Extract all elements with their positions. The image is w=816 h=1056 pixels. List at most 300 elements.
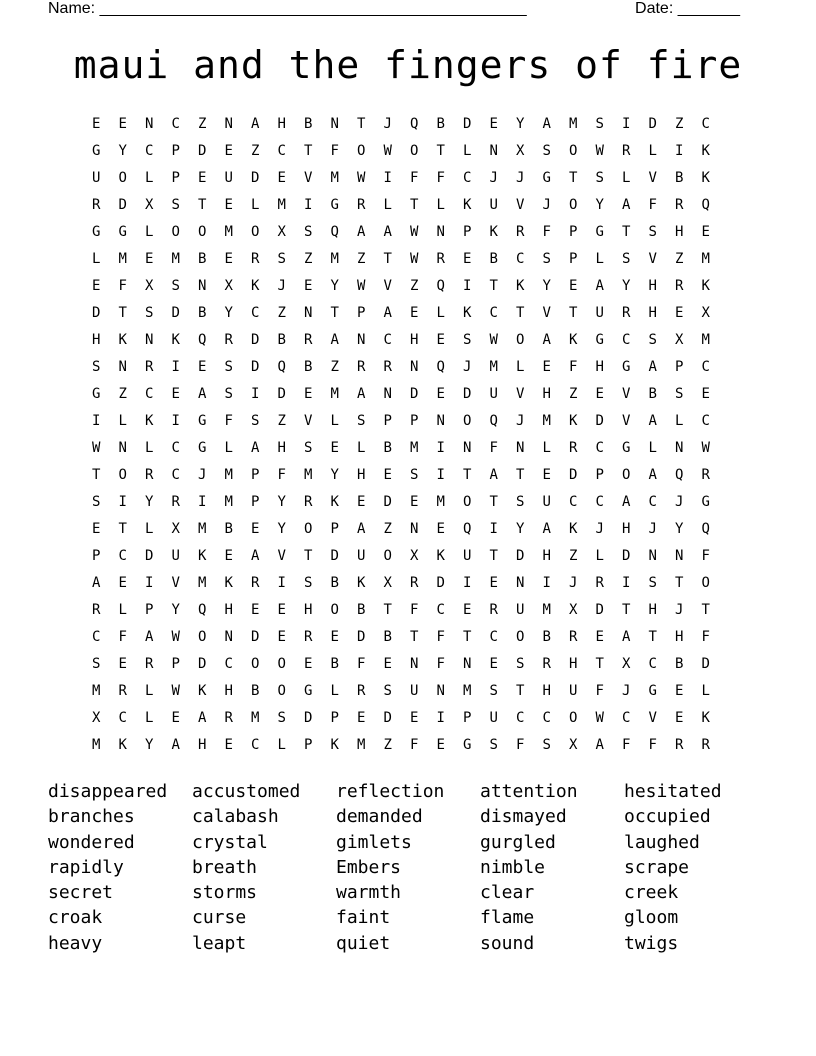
word-list-item: demanded — [336, 806, 423, 828]
grid-letter: L — [516, 359, 525, 375]
grid-letter: T — [489, 548, 498, 564]
grid-letter: K — [118, 737, 127, 753]
grid-letter: T — [516, 683, 525, 699]
grid-letter: C — [251, 737, 260, 753]
grid-letter: P — [171, 143, 180, 159]
grid-letter: N — [463, 656, 472, 672]
word-list-item: faint — [336, 907, 391, 929]
grid-letter: D — [251, 332, 260, 348]
grid-letter: W — [410, 224, 419, 240]
grid-letter: T — [383, 251, 392, 267]
word-list-item: secret — [48, 882, 114, 904]
grid-letter: F — [648, 737, 657, 753]
grid-letter: J — [622, 683, 631, 699]
grid-letter: D — [92, 305, 101, 321]
grid-letter: Y — [516, 116, 525, 132]
grid-letter: L — [145, 224, 154, 240]
grid-letter: I — [622, 575, 631, 591]
grid-letter: N — [198, 278, 207, 294]
letter-grid — [83, 114, 719, 762]
grid-letter: K — [330, 494, 339, 510]
grid-letter: M — [251, 710, 260, 726]
grid-letter: X — [675, 332, 684, 348]
grid-letter: B — [542, 629, 551, 645]
grid-letter: T — [304, 548, 313, 564]
grid-letter: E — [410, 710, 419, 726]
grid-letter: L — [595, 548, 604, 564]
grid-letter: P — [145, 602, 154, 618]
grid-letter: A — [198, 710, 207, 726]
grid-letter: T — [489, 278, 498, 294]
grid-letter: M — [277, 197, 286, 213]
grid-letter: I — [198, 494, 207, 510]
grid-letter: C — [251, 305, 260, 321]
grid-letter: M — [92, 683, 101, 699]
grid-letter: A — [357, 386, 366, 402]
word-list-item: quiet — [336, 932, 391, 954]
grid-letter: A — [251, 116, 260, 132]
grid-letter: M — [357, 737, 366, 753]
grid-letter: A — [622, 629, 631, 645]
grid-letter: O — [569, 710, 578, 726]
grid-letter: M — [542, 602, 551, 618]
word-list-item: reflection — [336, 781, 445, 802]
grid-letter: N — [410, 656, 419, 672]
grid-letter: H — [648, 305, 657, 321]
grid-letter: Y — [622, 278, 631, 294]
word-list-item: scrape — [624, 856, 690, 878]
grid-letter: C — [648, 494, 657, 510]
grid-letter: E — [224, 251, 233, 267]
grid-letter: E — [171, 386, 180, 402]
grid-letter: K — [198, 683, 207, 699]
grid-letter: S — [595, 170, 604, 186]
grid-letter: S — [224, 359, 233, 375]
grid-letter: S — [516, 494, 525, 510]
grid-letter: N — [436, 224, 445, 240]
grid-letter: Y — [595, 197, 604, 213]
word-list-item: storms — [192, 882, 258, 904]
grid-letter: N — [224, 116, 233, 132]
grid-letter: R — [569, 629, 578, 645]
grid-letter: N — [330, 116, 339, 132]
grid-letter: F — [542, 224, 551, 240]
word-list-item: breath — [192, 856, 258, 878]
grid-letter: R — [675, 278, 684, 294]
grid-letter: P — [251, 494, 260, 510]
name-field-label[interactable]: Name: ________________________________________________ — [48, 0, 527, 17]
grid-letter: I — [383, 170, 392, 186]
grid-letter: W — [171, 683, 180, 699]
grid-letter: S — [622, 251, 631, 267]
grid-letter: Q — [410, 116, 419, 132]
grid-letter: S — [595, 116, 604, 132]
grid-letter: B — [198, 251, 207, 267]
grid-letter: J — [383, 116, 392, 132]
grid-letter: D — [383, 710, 392, 726]
grid-letter: E — [224, 548, 233, 564]
grid-letter: P — [675, 359, 684, 375]
grid-letter: L — [145, 170, 154, 186]
grid-letter: F — [436, 656, 445, 672]
grid-letter: I — [436, 710, 445, 726]
grid-letter: B — [224, 521, 233, 537]
grid-letter: P — [330, 521, 339, 537]
grid-letter: S — [251, 413, 260, 429]
grid-letter: J — [675, 494, 684, 510]
grid-letter: C — [595, 440, 604, 456]
grid-letter: U — [595, 305, 604, 321]
grid-letter: K — [569, 521, 578, 537]
grid-letter: I — [436, 467, 445, 483]
grid-letter: N — [145, 332, 154, 348]
grid-letter: K — [251, 278, 260, 294]
grid-letter: T — [516, 467, 525, 483]
grid-letter: I — [92, 413, 101, 429]
word-list-item: heavy — [48, 932, 103, 954]
grid-letter: Q — [675, 467, 684, 483]
grid-letter: W — [92, 440, 101, 456]
grid-letter: O — [277, 656, 286, 672]
grid-letter: X — [701, 305, 710, 321]
grid-letter: D — [251, 170, 260, 186]
grid-letter: Q — [489, 413, 498, 429]
grid-letter: A — [622, 494, 631, 510]
grid-letter: O — [569, 143, 578, 159]
grid-letter: S — [357, 413, 366, 429]
grid-letter: G — [542, 170, 551, 186]
grid-letter: V — [516, 197, 525, 213]
grid-letter: L — [701, 683, 710, 699]
grid-letter: Y — [118, 143, 127, 159]
grid-letter: A — [648, 413, 657, 429]
grid-letter: M — [330, 251, 339, 267]
grid-letter: M — [410, 440, 419, 456]
grid-letter: D — [463, 116, 472, 132]
grid-letter: X — [92, 710, 101, 726]
grid-letter: K — [436, 548, 445, 564]
grid-letter: F — [330, 143, 339, 159]
grid-letter: I — [277, 575, 286, 591]
grid-letter: H — [92, 332, 101, 348]
grid-letter: S — [648, 224, 657, 240]
grid-letter: B — [304, 359, 313, 375]
grid-letter: A — [595, 737, 604, 753]
grid-letter: U — [489, 710, 498, 726]
grid-letter: E — [489, 575, 498, 591]
grid-letter: R — [622, 305, 631, 321]
grid-letter: E — [383, 656, 392, 672]
grid-letter: G — [330, 197, 339, 213]
grid-letter: Z — [410, 278, 419, 294]
grid-letter: U — [516, 602, 525, 618]
grid-letter: U — [569, 683, 578, 699]
grid-letter: Z — [383, 737, 392, 753]
word-list-item: accustomed — [192, 781, 301, 802]
grid-letter: H — [224, 683, 233, 699]
grid-letter: W — [701, 440, 710, 456]
grid-letter: E — [595, 386, 604, 402]
grid-letter: G — [595, 224, 604, 240]
grid-letter: A — [542, 332, 551, 348]
grid-letter: O — [198, 224, 207, 240]
grid-letter: A — [92, 575, 101, 591]
grid-letter: S — [304, 224, 313, 240]
grid-letter: O — [516, 332, 525, 348]
grid-letter: L — [224, 440, 233, 456]
grid-letter: H — [277, 116, 286, 132]
grid-letter: R — [304, 332, 313, 348]
grid-letter: Y — [516, 521, 525, 537]
word-list-item: twigs — [624, 932, 679, 954]
grid-letter: M — [701, 332, 710, 348]
grid-letter: R — [569, 440, 578, 456]
word-list-item: flame — [480, 907, 535, 929]
grid-letter: C — [145, 143, 154, 159]
grid-letter: I — [304, 197, 313, 213]
grid-letter: M — [330, 170, 339, 186]
word-bank — [48, 781, 768, 958]
grid-letter: G — [198, 440, 207, 456]
grid-letter: T — [357, 116, 366, 132]
grid-letter: D — [198, 143, 207, 159]
grid-letter: O — [251, 224, 260, 240]
grid-letter: O — [118, 467, 127, 483]
grid-letter: M — [171, 251, 180, 267]
grid-letter: M — [304, 467, 313, 483]
grid-letter: C — [92, 629, 101, 645]
date-field-label[interactable]: Date: _______ — [635, 0, 740, 17]
grid-letter: M — [92, 737, 101, 753]
grid-letter: F — [622, 737, 631, 753]
grid-letter: K — [357, 575, 366, 591]
grid-letter: R — [357, 197, 366, 213]
grid-letter: E — [118, 116, 127, 132]
grid-letter: S — [277, 710, 286, 726]
grid-letter: C — [701, 413, 710, 429]
grid-letter: M — [489, 359, 498, 375]
grid-letter: Q — [198, 332, 207, 348]
grid-letter: F — [118, 629, 127, 645]
grid-letter: M — [542, 413, 551, 429]
word-list-item: creek — [624, 882, 679, 904]
grid-letter: B — [436, 116, 445, 132]
grid-letter: A — [542, 116, 551, 132]
grid-letter: K — [489, 224, 498, 240]
grid-letter: V — [622, 386, 631, 402]
grid-letter: P — [171, 656, 180, 672]
grid-letter: J — [595, 521, 604, 537]
grid-letter: W — [357, 278, 366, 294]
grid-letter: F — [701, 629, 710, 645]
grid-letter: F — [595, 683, 604, 699]
grid-letter: I — [436, 440, 445, 456]
grid-letter: D — [595, 602, 604, 618]
grid-letter: F — [224, 413, 233, 429]
grid-letter: C — [171, 467, 180, 483]
grid-letter: E — [304, 386, 313, 402]
grid-letter: E — [436, 521, 445, 537]
grid-letter: R — [516, 224, 525, 240]
grid-letter: D — [171, 305, 180, 321]
grid-letter: E — [569, 278, 578, 294]
grid-letter: C — [516, 251, 525, 267]
grid-letter: C — [516, 710, 525, 726]
grid-letter: E — [489, 656, 498, 672]
grid-letter: G — [648, 683, 657, 699]
grid-letter: Z — [569, 386, 578, 402]
grid-letter: J — [463, 359, 472, 375]
grid-letter: A — [145, 629, 154, 645]
grid-letter: T — [569, 170, 578, 186]
grid-letter: L — [118, 602, 127, 618]
grid-letter: A — [357, 521, 366, 537]
grid-letter: E — [277, 170, 286, 186]
grid-letter: J — [198, 467, 207, 483]
grid-letter: V — [542, 305, 551, 321]
word-list-item: rapidly — [48, 856, 124, 878]
grid-letter: N — [118, 440, 127, 456]
word-list-item: calabash — [192, 806, 279, 828]
grid-letter: S — [648, 575, 657, 591]
grid-letter: C — [118, 548, 127, 564]
grid-letter: G — [92, 143, 101, 159]
grid-letter: E — [701, 224, 710, 240]
grid-letter: F — [701, 548, 710, 564]
grid-letter: O — [198, 629, 207, 645]
grid-letter: Y — [330, 467, 339, 483]
grid-letter: C — [489, 629, 498, 645]
grid-letter: L — [542, 440, 551, 456]
word-list-item: laughed — [624, 831, 700, 853]
grid-letter: C — [463, 170, 472, 186]
word-list-item: Embers — [336, 856, 402, 878]
grid-letter: Q — [277, 359, 286, 375]
grid-letter: S — [542, 737, 551, 753]
grid-letter: E — [357, 494, 366, 510]
grid-letter: E — [383, 467, 392, 483]
grid-letter: J — [516, 413, 525, 429]
grid-letter: V — [277, 548, 286, 564]
grid-letter: N — [224, 629, 233, 645]
grid-letter: K — [224, 575, 233, 591]
grid-letter: R — [251, 251, 260, 267]
grid-letter: P — [463, 710, 472, 726]
grid-letter: M — [701, 251, 710, 267]
grid-letter: R — [118, 683, 127, 699]
grid-letter: D — [436, 575, 445, 591]
grid-letter: F — [436, 629, 445, 645]
grid-letter: Y — [277, 521, 286, 537]
grid-letter: V — [648, 170, 657, 186]
grid-letter: C — [622, 710, 631, 726]
grid-letter: L — [118, 413, 127, 429]
grid-letter: N — [410, 521, 419, 537]
grid-letter: Z — [277, 305, 286, 321]
grid-letter: N — [489, 143, 498, 159]
grid-letter: L — [436, 305, 445, 321]
grid-letter: M — [224, 494, 233, 510]
grid-letter: R — [701, 737, 710, 753]
grid-letter: C — [489, 305, 498, 321]
grid-letter: A — [595, 278, 604, 294]
grid-letter: W — [595, 710, 604, 726]
grid-letter: C — [436, 602, 445, 618]
grid-letter: K — [198, 548, 207, 564]
word-list-item: nimble — [480, 856, 546, 878]
grid-letter: E — [357, 710, 366, 726]
grid-letter: E — [436, 737, 445, 753]
grid-letter: A — [357, 224, 366, 240]
grid-letter: O — [171, 224, 180, 240]
grid-letter: E — [251, 602, 260, 618]
grid-letter: I — [463, 575, 472, 591]
grid-letter: V — [383, 278, 392, 294]
grid-letter: C — [648, 656, 657, 672]
grid-letter: W — [489, 332, 498, 348]
grid-letter: B — [304, 116, 313, 132]
grid-letter: E — [224, 197, 233, 213]
grid-letter: P — [569, 224, 578, 240]
puzzle-title: maui and the fingers of fire — [73, 43, 743, 87]
grid-letter: R — [304, 494, 313, 510]
grid-letter: N — [410, 359, 419, 375]
grid-letter: C — [701, 116, 710, 132]
grid-letter: R — [145, 467, 154, 483]
grid-letter: W — [595, 143, 604, 159]
grid-letter: U — [463, 548, 472, 564]
word-list-item: clear — [480, 882, 535, 904]
grid-letter: U — [489, 386, 498, 402]
grid-letter: R — [410, 575, 419, 591]
grid-letter: D — [648, 116, 657, 132]
grid-letter: H — [622, 521, 631, 537]
grid-letter: F — [516, 737, 525, 753]
grid-letter: T — [198, 197, 207, 213]
grid-letter: E — [701, 386, 710, 402]
grid-letter: C — [118, 710, 127, 726]
grid-letter: H — [198, 737, 207, 753]
grid-letter: E — [198, 359, 207, 375]
word-list-item: hesitated — [624, 781, 722, 802]
grid-letter: R — [489, 602, 498, 618]
grid-letter: N — [145, 116, 154, 132]
grid-letter: D — [595, 413, 604, 429]
grid-letter: A — [542, 521, 551, 537]
grid-letter: C — [569, 494, 578, 510]
grid-letter: C — [171, 440, 180, 456]
grid-letter: R — [92, 197, 101, 213]
grid-letter: E — [542, 467, 551, 483]
grid-letter: D — [251, 629, 260, 645]
grid-letter: O — [251, 656, 260, 672]
grid-letter: S — [92, 494, 101, 510]
grid-letter: I — [489, 521, 498, 537]
grid-letter: R — [701, 467, 710, 483]
grid-letter: Y — [145, 737, 154, 753]
grid-letter: J — [648, 521, 657, 537]
grid-letter: O — [304, 521, 313, 537]
grid-letter: H — [304, 602, 313, 618]
grid-letter: O — [516, 629, 525, 645]
grid-letter: K — [701, 710, 710, 726]
grid-letter: F — [410, 170, 419, 186]
grid-letter: M — [463, 683, 472, 699]
grid-letter: Z — [198, 116, 207, 132]
grid-letter: I — [251, 386, 260, 402]
grid-letter: E — [118, 575, 127, 591]
grid-letter: N — [675, 440, 684, 456]
